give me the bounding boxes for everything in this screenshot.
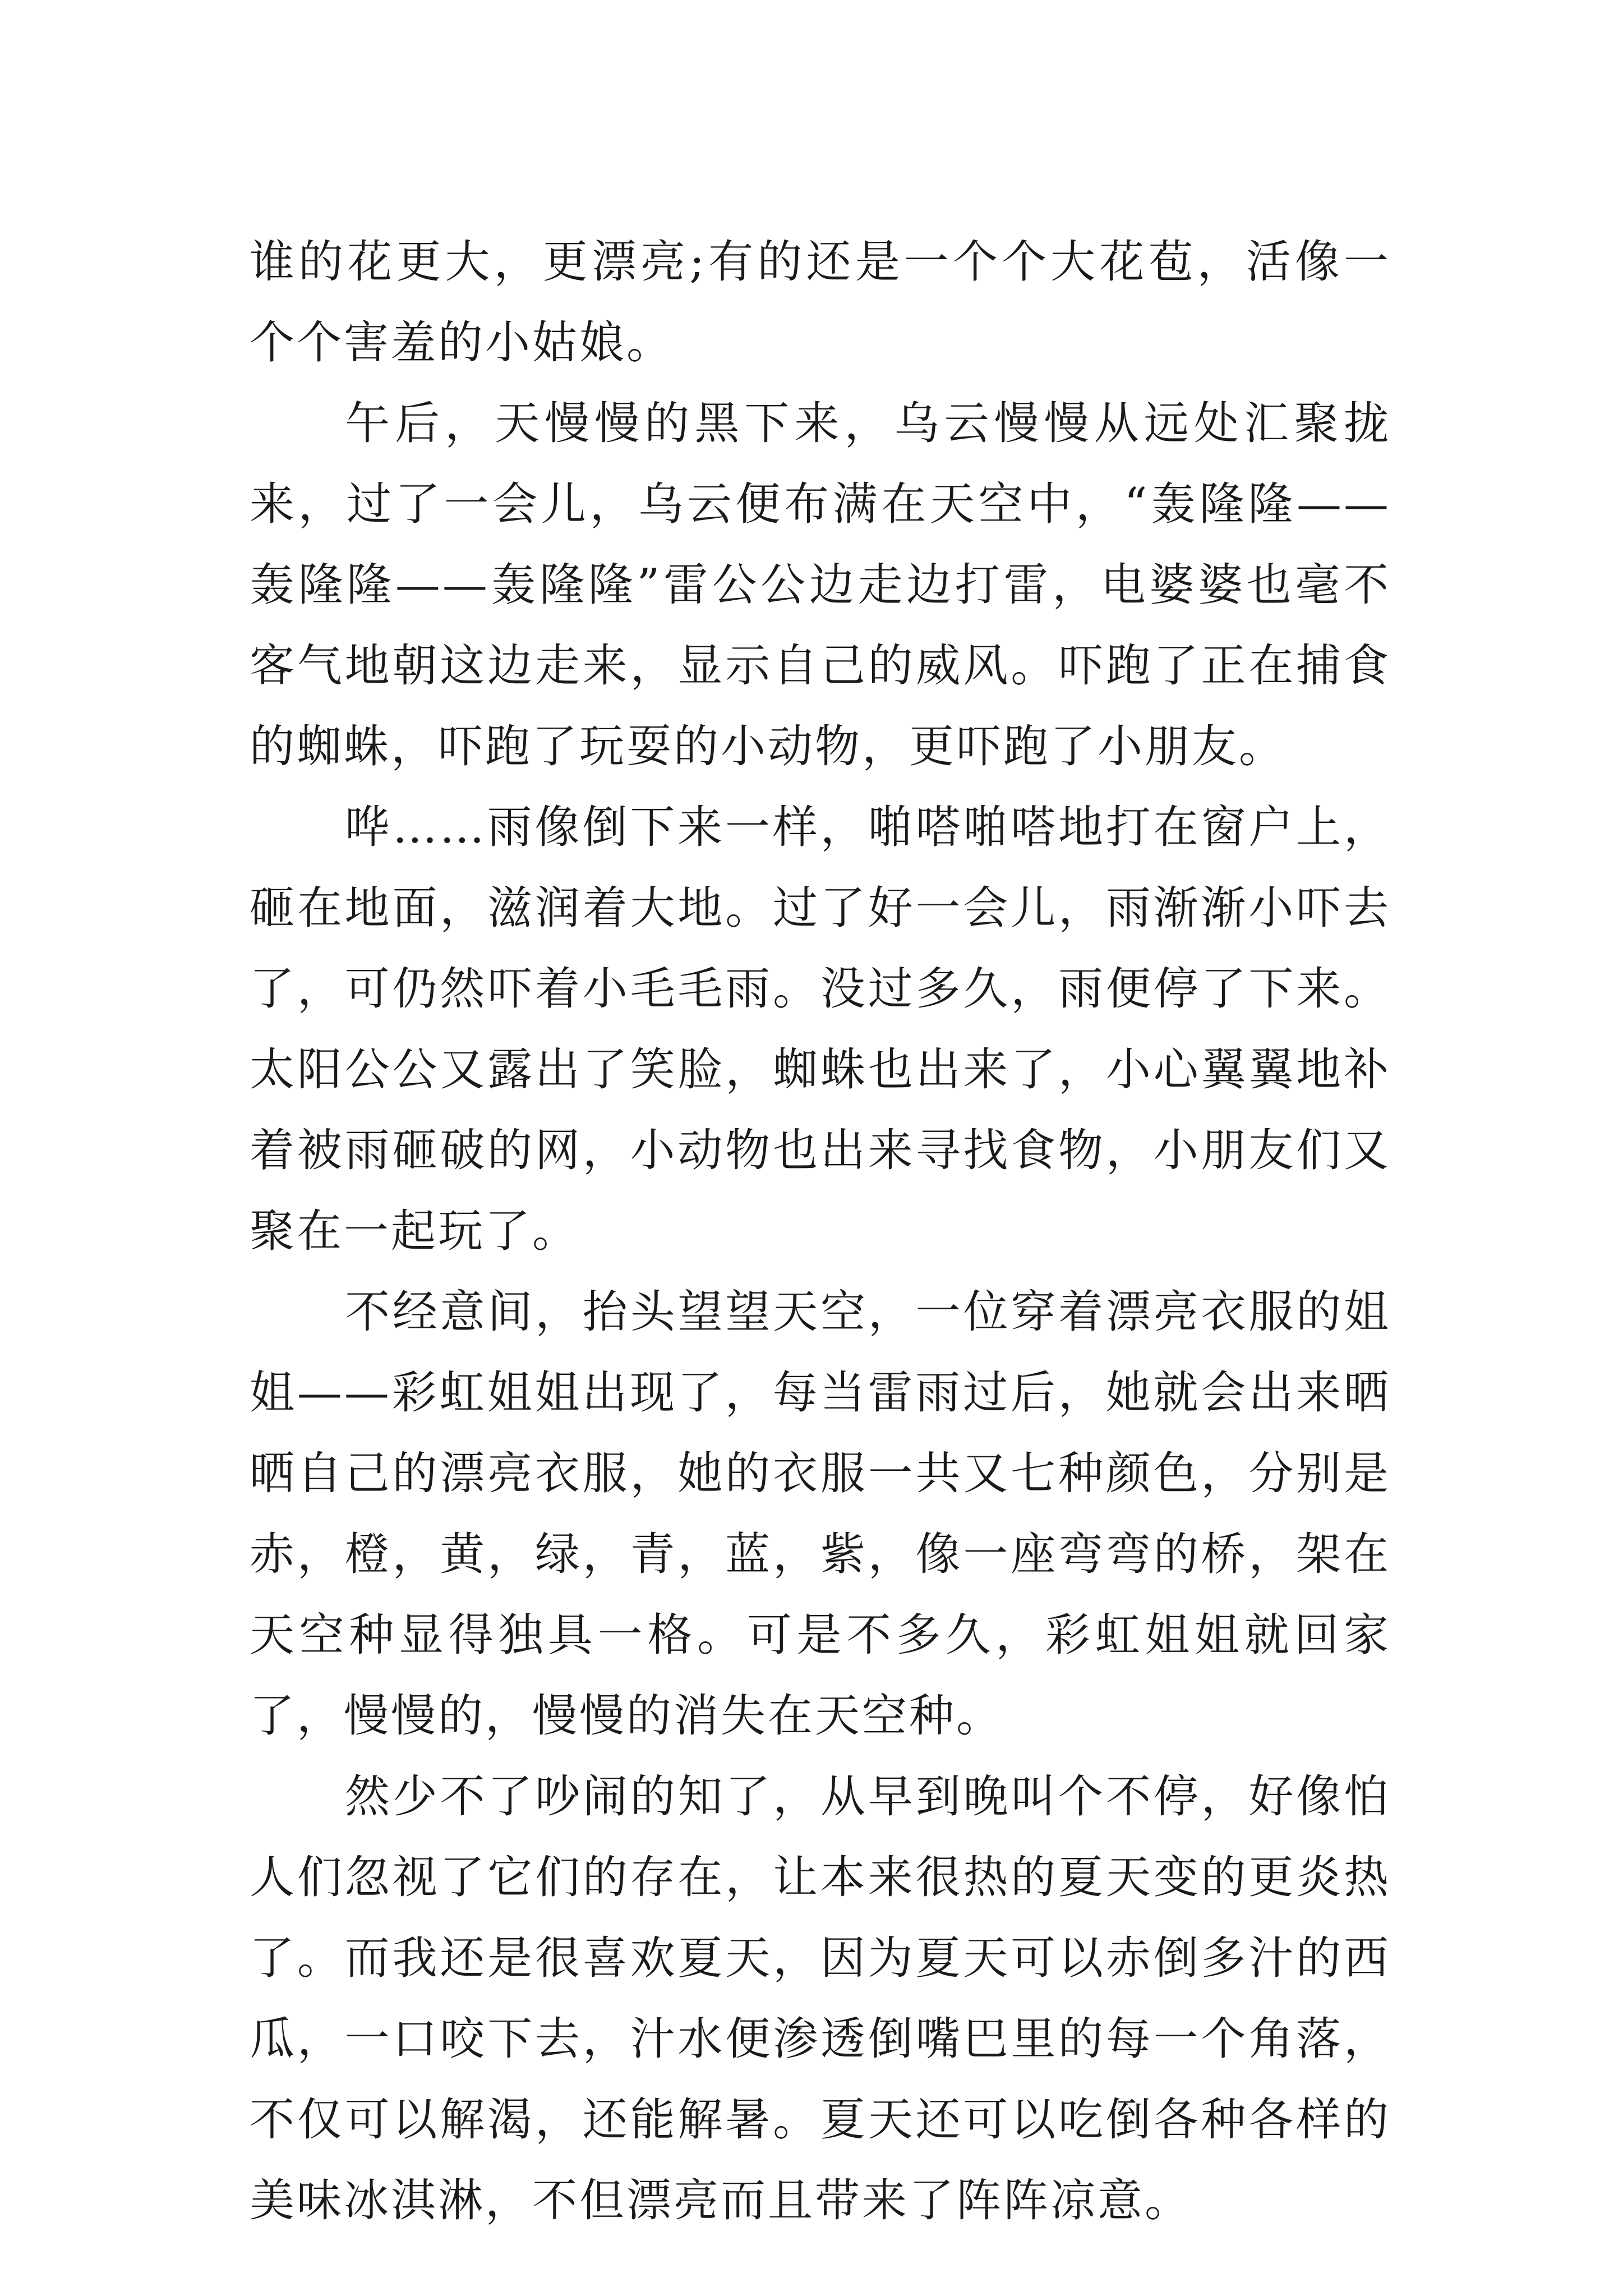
paragraph-1: 谁的花更大，更漂亮;有的还是一个个大花苞，活像一个个害羞的小姑娘。 [250, 236, 1391, 369]
paragraph-3: 哗……雨像倒下来一样，啪嗒啪嗒地打在窗户上，砸在地面，滋润着大地。过了好一会儿，雨渐渐小吓去了，可仍然吓着小毛毛雨。没过多久，雨便停了下来。太阳公公又露出了笑脸，蜘蛛也出来了，小心翼翼地补着被雨砸破的网，小动物也出来寻找食物，小朋友们又聚在一起玩了。 [250, 801, 1391, 1257]
document-body [250, 222, 1391, 2241]
paragraph-2: 午后，天慢慢的黑下来，乌云慢慢从远处汇聚拢来，过了一会儿，乌云便布满在天空中，“轰隆隆——轰隆隆——轰隆隆”雷公公边走边打雷，电婆婆也毫不客气地朝这边走来，显示自己的威风。吓跑了正在捕食的蜘蛛，吓跑了玩耍的小动物，更吓跑了小朋友。 [250, 397, 1391, 772]
paragraph-4: 不经意间，抬头望望天空，一位穿着漂亮衣服的姐姐——彩虹姐姐出现了，每当雷雨过后，她就会出来晒晒自己的漂亮衣服，她的衣服一共又七种颜色，分别是赤，橙，黄，绿，青，蓝，紫，像一座弯弯的桥，架在天空种显得独具一格。可是不多久，彩虹姐姐就回家了，慢慢的，慢慢的消失在天空种。 [250, 1286, 1391, 1742]
paragraph-5: 然少不了吵闹的知了，从早到晚叫个不停，好像怕人们忽视了它们的存在，让本来很热的夏天变的更炎热了。而我还是很喜欢夏天，因为夏天可以赤倒多汁的西瓜，一口咬下去，汁水便渗透倒嘴巴里的每一个角落，不仅可以解渴，还能解暑。夏天还可以吃倒各种各样的美味冰淇淋，不但漂亮而且带来了阵阵凉意。 [250, 1770, 1391, 2226]
